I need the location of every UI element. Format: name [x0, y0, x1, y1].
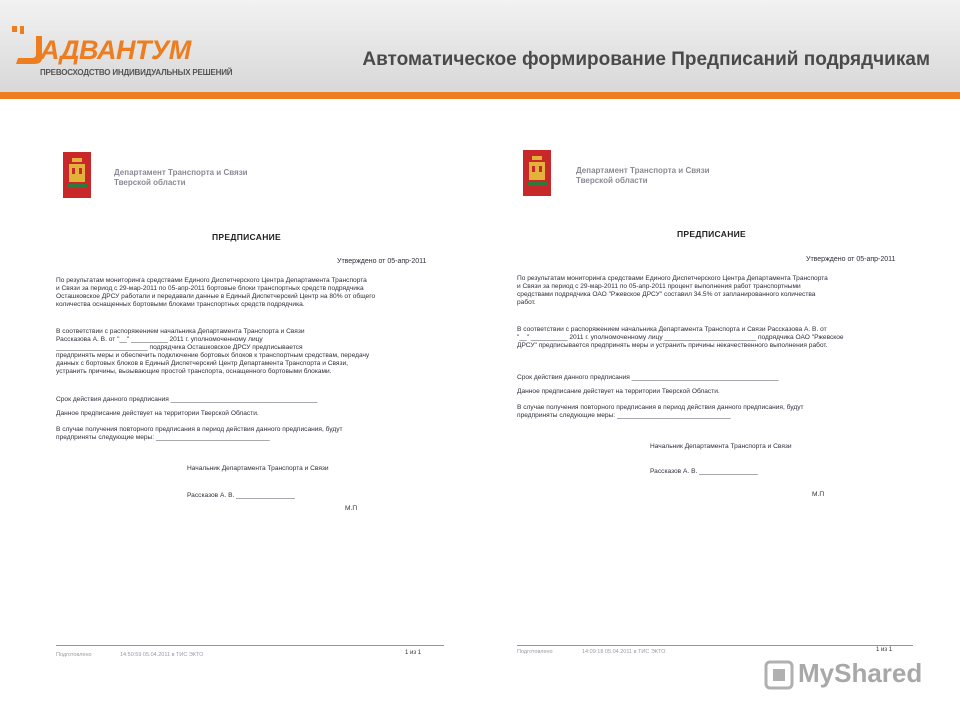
order-line: В соответствии с распоряжением начальника Департамента Транспорта и Связи — [56, 328, 305, 335]
order-line: "__" __________ 2011 г. уполномоченному лицу _________________________ подрядчика ОАО "Ржевское — [517, 334, 844, 341]
intro-line: Осташковское ДРСУ работали и передавали данные в Единый Диспетчерский Центр на 80% от общего — [56, 293, 376, 300]
footer-timestamp: 14:50:59 05.04.2011 в ТИС ЭКТО — [120, 652, 204, 658]
intro-line: По результатам мониторинга средствами Единого Диспетчерского Центра Департамента Транспорта — [56, 277, 367, 284]
document-title: ПРЕДПИСАНИЕ — [677, 229, 747, 239]
footer-rule — [517, 645, 913, 646]
seal-mark: М.П — [812, 491, 825, 498]
order-paragraph — [56, 328, 369, 376]
repeat-line: предприняты следующие меры: _______________________________ — [517, 412, 731, 419]
order-line: Рассказова А. В. от "__" __________ 2011 г. уполномоченному лицу — [56, 336, 263, 343]
intro-line: количества оснащенных бортовыми блоками транспортных средств подрядчика. — [56, 301, 305, 308]
term-line: Срок действия данного предписания ________________________________________ — [517, 374, 779, 381]
repeat-paragraph — [517, 404, 804, 420]
term-line: Срок действия данного предписания ________________________________________ — [56, 396, 318, 403]
watermark-text: MyShared — [798, 658, 923, 688]
order-line: устранить причины, вызывающие простой транспорта, оснащенного бортовыми блоками. — [56, 368, 332, 375]
order-line: предпринять меры и обеспечить подключение бортовых блоков к транспортным средствам, передачу — [56, 352, 370, 359]
repeat-line: предприняты следующие меры: _______________________________ — [56, 434, 270, 441]
order-line: _________________________ подрядчика Осташковское ДРСУ предписывается — [56, 344, 303, 351]
approved-date: Утверждено от 05-апр-2011 — [806, 256, 896, 263]
slide-title: Автоматическое формирование Предписаний подрядчикам — [362, 49, 930, 70]
intro-paragraph — [56, 277, 375, 309]
department-name: Департамент Транспорта и Связи Тверской области — [576, 166, 710, 185]
territory-line: Данное предписание действует на территории Тверской Области. — [517, 388, 720, 395]
footer-prepared: Подготовлено — [56, 652, 92, 658]
territory-line: Данное предписание действует на территории Тверской Области. — [56, 410, 259, 417]
document-title: ПРЕДПИСАНИЕ — [212, 232, 282, 242]
repeat-paragraph — [56, 426, 343, 442]
approved-date: Утверждено от 05-апр-2011 — [337, 258, 427, 265]
myshared-watermark — [764, 656, 924, 696]
footer-page-number: 1 из 1 — [405, 650, 422, 656]
intro-line: средствами подрядчика ОАО "Ржевское ДРСУ" составил 34.5% от запланированного количества — [517, 291, 816, 298]
department-name: Департамент Транспорта и Связи Тверской области — [114, 168, 248, 187]
head-signature: Рассказов А. В. ________________ — [650, 468, 758, 475]
order-paragraph — [517, 326, 844, 350]
logo-slogan: ПРЕВОСХОДСТВО ИНДИВИДУАЛЬНЫХ РЕШЕНИЙ — [40, 68, 233, 77]
orange-divider — [0, 92, 960, 99]
head-signature: Рассказов А. В. ________________ — [187, 492, 295, 499]
head-title: Начальник Департамента Транспорта и Связи — [650, 443, 792, 450]
intro-line: работ. — [517, 299, 536, 306]
repeat-line: В случае получения повторного предписания в период действия данного предписания, будут — [517, 404, 804, 411]
intro-line: и Связи за период с 29-мар-2011 по 05-апр-2011 процент выполнения работ транспортными — [517, 283, 801, 290]
header-band — [0, 0, 960, 92]
footer-prepared: Подготовлено — [517, 649, 553, 655]
footer-page-number: 1 из 1 — [876, 647, 893, 653]
footer-timestamp: 14:09:18 05.04.2011 в ТИС ЭКТО — [582, 649, 666, 655]
order-line: данных с бортовых блоков в Единый Диспетчерский Центр Департамента Транспорта и Связи, — [56, 360, 349, 367]
seal-mark: М.П — [345, 505, 358, 512]
footer-rule — [56, 645, 444, 646]
order-line: В соответствии с распоряжением начальника Департамента Транспорта и Связи Рассказова А. В. от — [517, 326, 827, 333]
myshared-logo-icon — [764, 660, 794, 690]
tver-coat-of-arms-icon — [63, 152, 91, 198]
repeat-line: В случае получения повторного предписания в период действия данного предписания, будут — [56, 426, 343, 433]
intro-line: и Связи за период с 29-мар-2011 по 05-апр-2011 бортовые блоки транспортных средств подрядчика — [56, 285, 364, 292]
head-title: Начальник Департамента Транспорта и Связи — [187, 465, 329, 472]
order-line: ДРСУ" предписывается предпринять меры и устранить причины некачественного выполнения работ. — [517, 342, 828, 349]
intro-paragraph — [517, 275, 828, 307]
tver-coat-of-arms-icon — [523, 150, 551, 196]
logo-brand-text: АДВАНТУМ — [40, 35, 191, 65]
intro-line: По результатам мониторинга средствами Единого Диспетчерского Центра Департамента Транспорта — [517, 275, 828, 282]
